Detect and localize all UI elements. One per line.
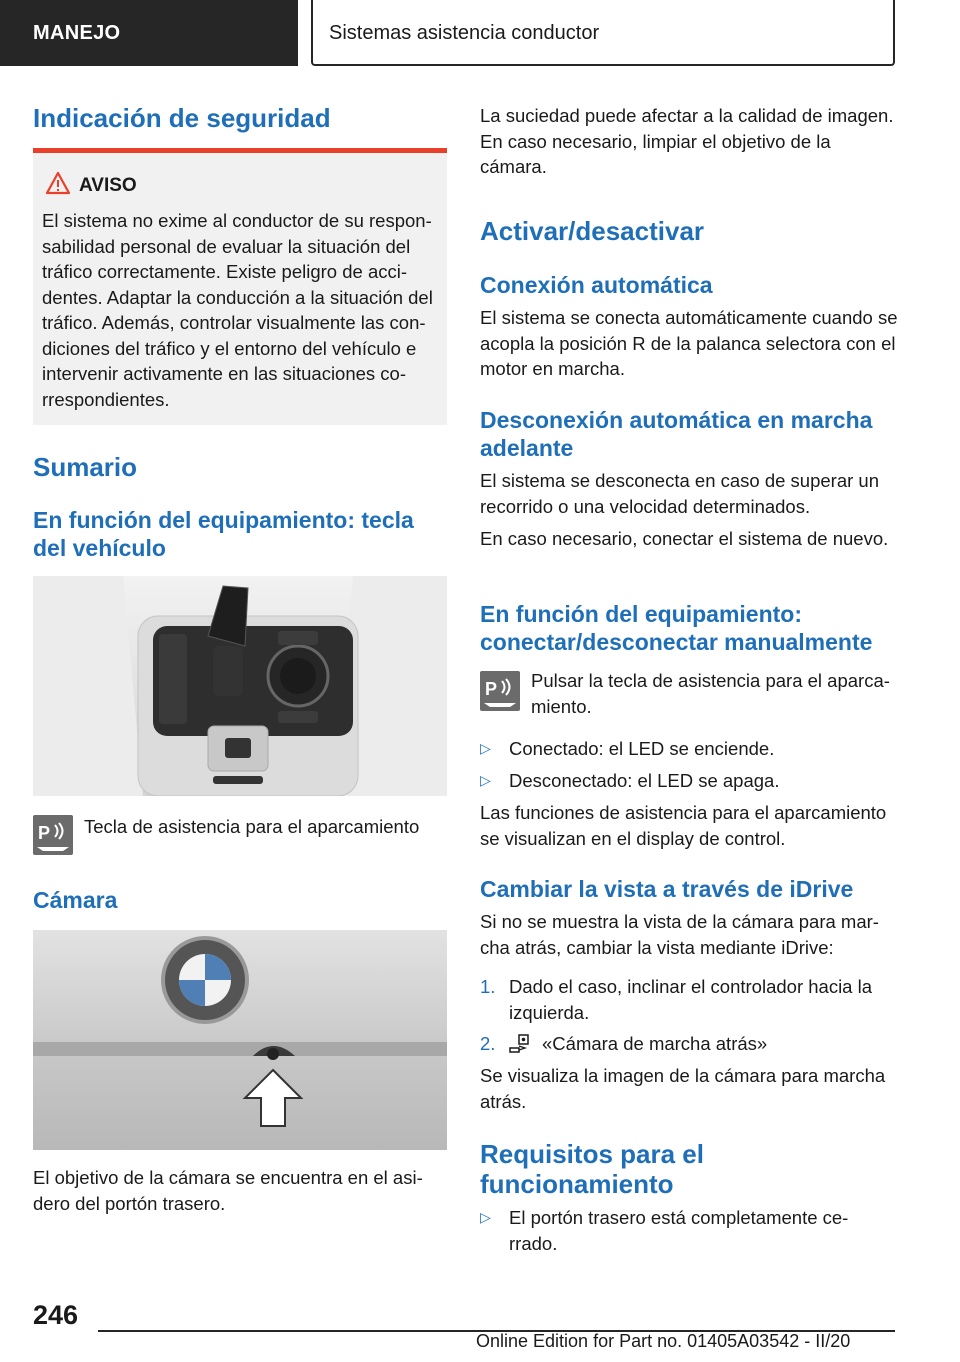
auto-on-text: El sistema se conecta automáticamente cuando se acopla la posición R de la palanca selectora con el motor en marcha.	[480, 307, 898, 379]
warning-text: El sistema no exime al conductor de su responsabilidad personal de evaluar la situación del tráfico correctamente. Existe peligro de accidentes. Adaptar la conducción a la situación del tráfico. Además, controlar visualmente las condiciones del tráfico y el entorno del vehículo e intervenir activamente en las situaciones correspondientes.	[42, 210, 433, 410]
warning-title: AVISO	[79, 175, 137, 196]
parking-assist-key-icon	[480, 671, 520, 711]
heading-auto-on: Conexión automática	[480, 272, 713, 298]
heading-auto-off: Desconexión automática en marcha adelante	[480, 407, 873, 461]
auto-off-text-2: En caso necesario, conectar el sistema de nuevo.	[480, 528, 889, 549]
edition-text: Online Edition for Part no. 01405A03542 - II/20	[476, 1331, 851, 1351]
heading-idrive: Cambiar la vista a través de iDrive	[480, 876, 854, 902]
heading-manual: En función del equipamiento: conectar/desconectar manualmente	[480, 601, 873, 655]
manual-text: Pulsar la tecla de asistencia para el aparcamiento.	[531, 670, 890, 717]
bullet-triangle-icon: ▷	[480, 772, 491, 788]
camera-text: El objetivo de la cámara se encuentra en el asidero del portón trasero.	[33, 1167, 423, 1214]
dirt-text: La suciedad puede afectar a la calidad de imagen. En caso necesario, limpiar el objetivo de la cámara.	[480, 105, 894, 177]
heading-equipment-key: En función del equipamiento: tecla del vehículo	[33, 507, 414, 561]
heading-summary: Sumario	[33, 452, 138, 482]
warning-triangle-icon	[45, 171, 71, 195]
parking-assist-key-icon	[33, 815, 73, 855]
bullet-triangle-icon: ▷	[480, 740, 491, 756]
heading-safety: Indicación de seguridad	[33, 103, 331, 133]
svg-text:P: P	[485, 679, 498, 699]
idrive-text: Si no se muestra la vista de la cámara para marcha atrás, cambiar la vista mediante iDrive:	[480, 911, 879, 958]
camera-image	[33, 930, 447, 1150]
svg-text:P: P	[38, 823, 51, 843]
heading-requirements: Requisitos para el funcionamiento	[480, 1139, 704, 1199]
center-console-illustration	[33, 576, 447, 796]
display-text: Las funciones de asistencia para el aparcamiento se visualizan en el display de control.	[480, 802, 887, 849]
heading-camera: Cámara	[33, 887, 118, 913]
console-image	[33, 576, 447, 796]
key-caption: Tecla de asistencia para el aparcamiento	[84, 816, 420, 837]
warning-box	[33, 148, 447, 425]
auto-off-text-1: El sistema se desconecta en caso de superar un recorrido o una velocidad determinados.	[480, 470, 880, 517]
chapter-tab: MANEJO	[0, 0, 298, 66]
rear-camera-icon	[509, 1034, 531, 1054]
page-header	[0, 0, 960, 66]
result-text: Se visualiza la imagen de la cámara para marcha atrás.	[480, 1065, 886, 1112]
page-number: 246	[33, 1300, 79, 1330]
bullet-triangle-icon: ▷	[480, 1209, 491, 1225]
heading-activate: Activar/desactivar	[480, 216, 705, 246]
tailgate-camera-illustration	[33, 930, 447, 1150]
section-tab: Sistemas asistencia conductor	[311, 0, 895, 66]
